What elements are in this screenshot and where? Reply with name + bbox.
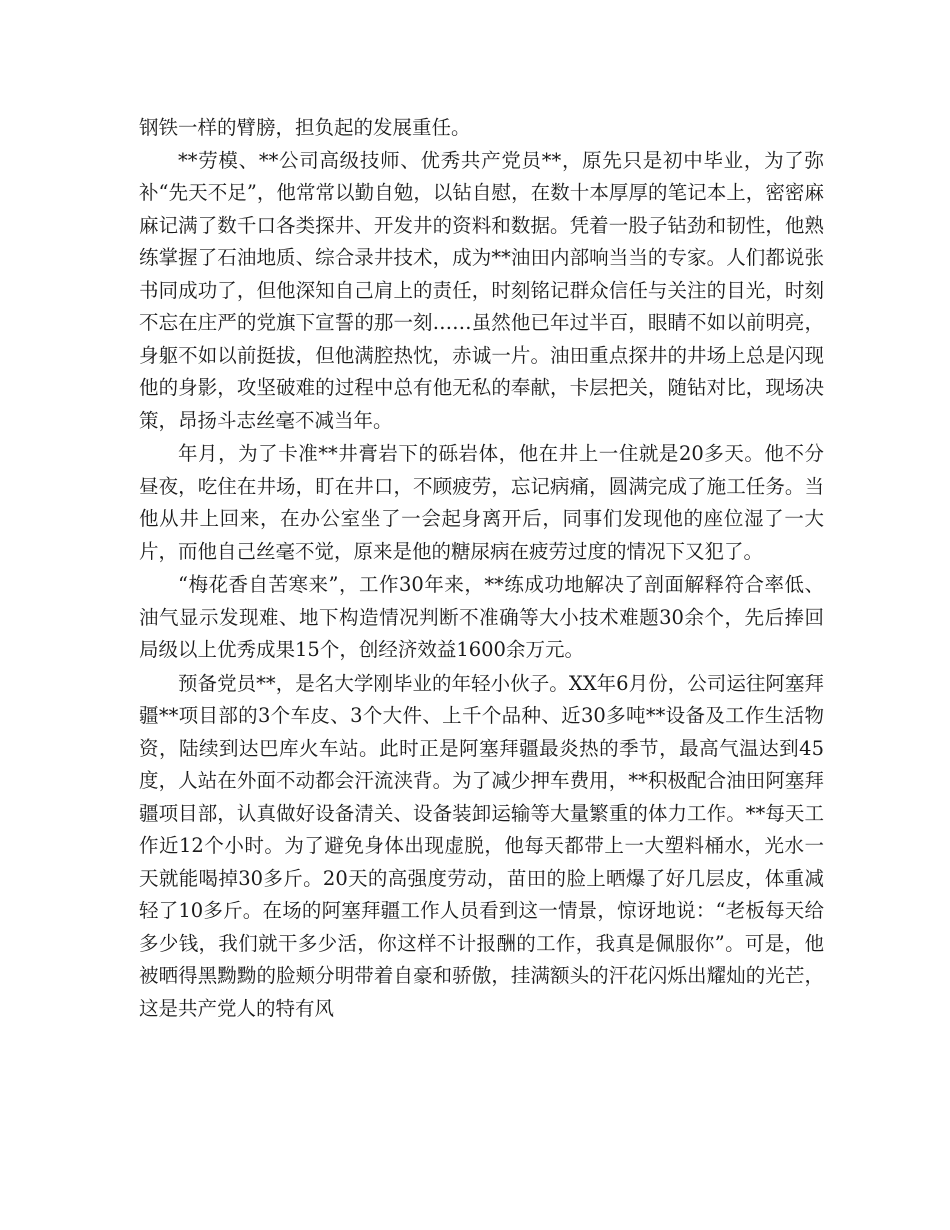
- paragraph-well-site: 年月，为了卡准**井膏岩下的砾岩体，他在井上一住就是20多天。他不分昼夜，吃住在井场，盯在井口，不顾疲劳，忘记病痛，圆满完成了施工任务。当他从井上回来，在办公室坐了一会起身离开后，同事们发现他的座位湿了一大片，而他自己丝毫不觉，原来是他的糖尿病在疲劳过度的情况下又犯了。: [139, 442, 824, 563]
- paragraph-continuation: 钢铁一样的臂膀，担负起的发展重任。: [139, 116, 471, 139]
- document-body: [139, 112, 824, 1025]
- paragraph-model-worker: **劳模、**公司高级技师、优秀共产党员**，原先只是初中毕业，为了弥补“先天不足”，他常常以勤自勉，以钻自慰，在数十本厚厚的笔记本上，密密麻麻记满了数千口各类探井、开发井的资料和数据。凭着一股子钻劲和韧性，他熟练掌握了石油地质、综合录井技术，成为**油田内部响当当的专家。人们都说张书同成功了，但他深知自己肩上的责任，时刻铭记群众信任与关注的目光，时刻不忘在庄严的党旗下宣誓的那一刻……虽然他已年过半百，眼睛不如以前明亮，身躯不如以前挺拔，但他满腔热忱，赤诚一片。油田重点探井的井场上总是闪现他的身影，攻坚破难的过程中总有他无私的奉献，卡层把关，随钻对比，现场决策，昂扬斗志丝毫不减当年。: [139, 148, 824, 432]
- paragraph-probationary-member: 预备党员**，是名大学刚毕业的年轻小伙子。XX年6月份，公司运往阿塞拜疆**项目部的3个车皮、3个大件、上千个品种、近30多吨**设备及工作生活物资，陆续到达巴库火车站。此时正是阿塞拜疆最炎热的季节，最高气温达到45度，人站在外面不动都会汗流浃背。为了减少押车费用，**积极配合油田阿塞拜疆项目部，认真做好设备清关、设备装卸运输等大量繁重的体力工作。**每天工作近12个小时。为了避免身体出现虚脱，他每天都带上一大塑料桶水，光水一天就能喝掉30多斤。20天的高强度劳动，苗田的脸上晒爆了好几层皮，体重减轻了10多斤。在场的阿塞拜疆工作人员看到这一情景，惊讶地说：“老板每天给多少钱，我们就干多少活，你这样不计报酬的工作，我真是佩服你”。可是，他被晒得黑黝黝的脸颊分明带着自豪和骄傲，挂满额头的汗花闪烁出耀灿的光芒，这是共产党人的特有风: [139, 671, 824, 1020]
- paragraph-achievements: “梅花香自苦寒来”，工作30年来，**练成功地解决了剖面解释符合率低、油气显示发现难、地下构造情况判断不准确等大小技术难题30余个，先后捧回局级以上优秀成果15个，创经济效益1600余万元。: [139, 573, 824, 661]
